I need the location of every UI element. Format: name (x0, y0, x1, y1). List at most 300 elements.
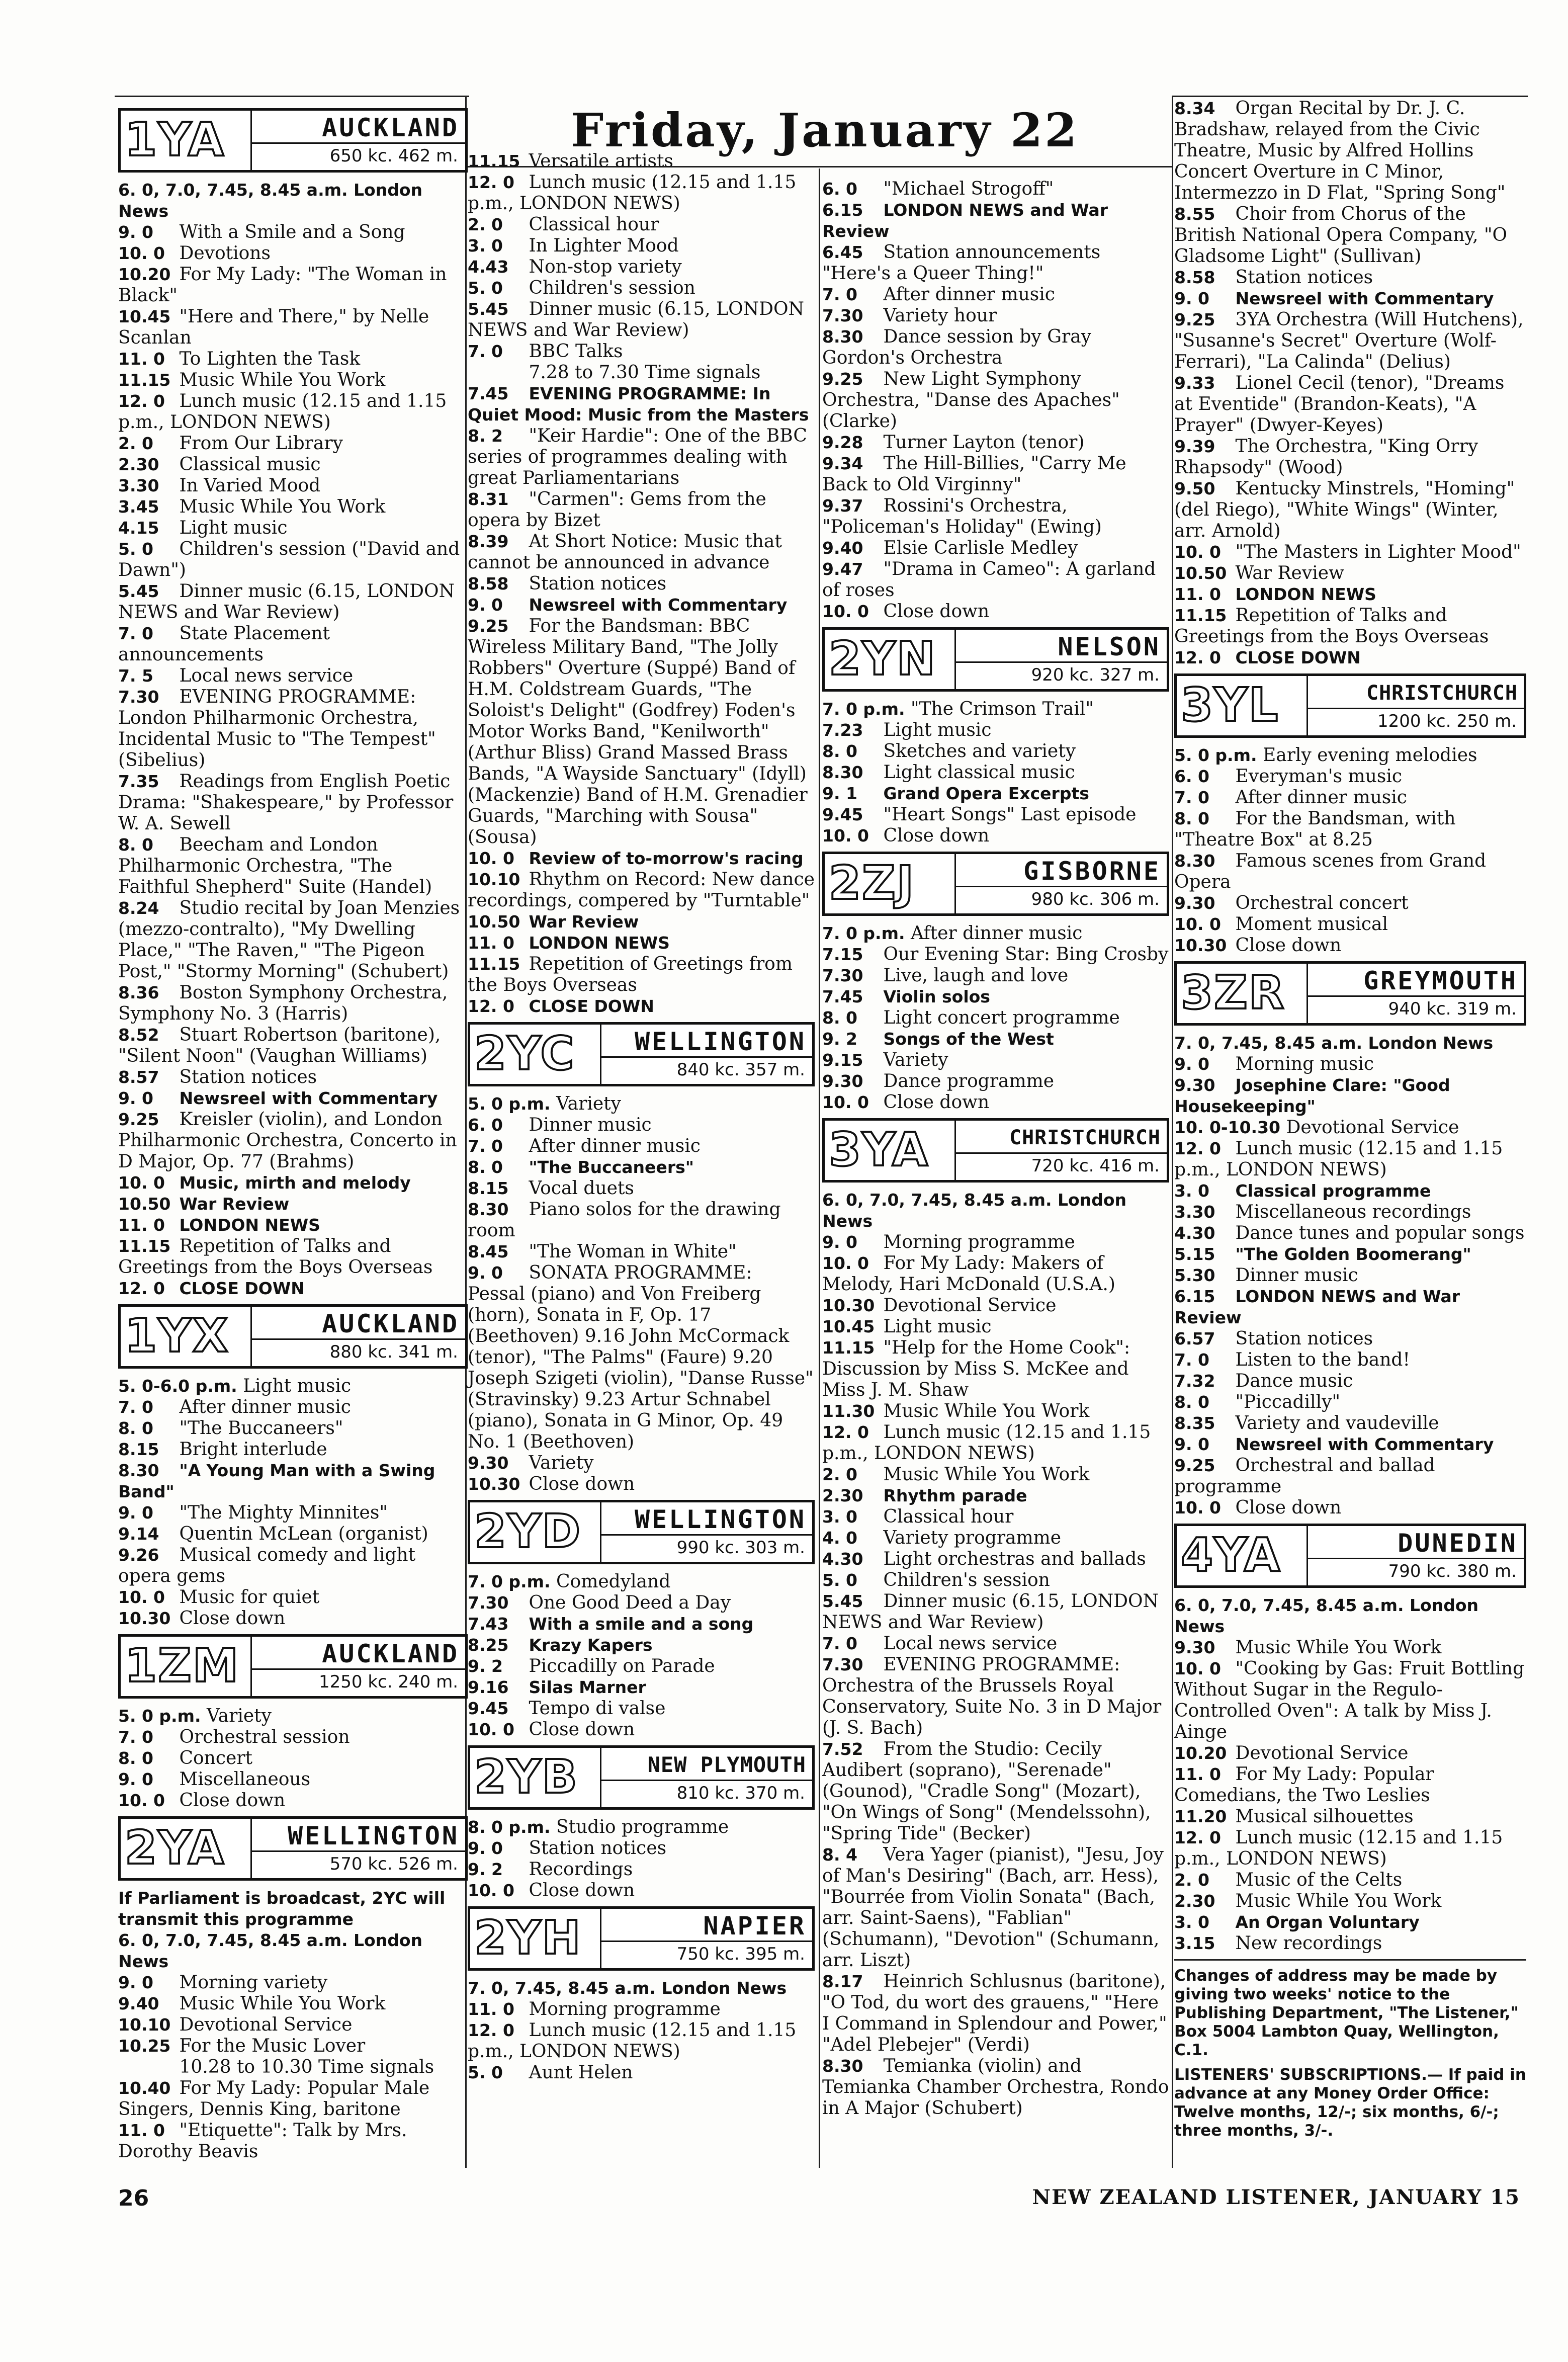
programme-entry (118, 1278, 468, 1299)
programme-time: 8.45 (468, 1242, 509, 1261)
programme-title: Quentin McLean (organist) (179, 1524, 428, 1544)
programme-title: Dance tunes and popular songs (1235, 1223, 1525, 1243)
programme-time: 8.30 (822, 327, 863, 347)
programme-time: 10. 0 (822, 1092, 869, 1112)
programme-title: Rhythm parade (883, 1486, 1027, 1505)
programme-title: Repetition of Greetings from the Boys Overseas (468, 954, 793, 995)
programme-title: Music While You Work (179, 1993, 386, 2014)
programme-entry (822, 720, 1169, 741)
programme-title: Organ Recital by Dr. J. C. Bradshaw, relayed from the Civic Theatre, Music by Alfred Hollins Concert Overture in C Minor, Intermezzo in D Flat, "Spring Song" (1174, 98, 1506, 203)
station-city: AUCKLAND (322, 1309, 459, 1338)
programme-title: Early evening melodies (1262, 745, 1477, 766)
programme-title: London News (1174, 1595, 1478, 1636)
programme-title: Dance programme (883, 1071, 1055, 1091)
programme-time: 9.25 (118, 1110, 159, 1129)
programme-entry (822, 741, 1169, 762)
programme-title: "Drama in Cameo": A garland of roses (822, 559, 1156, 601)
programme-title: For the Music Lover (179, 2036, 366, 2056)
programme-time: 10. 0 (822, 602, 869, 621)
programme-time: 11.15 (118, 1236, 171, 1256)
programme-entry (822, 1591, 1169, 1633)
programme-time: 5. 0 (468, 2063, 503, 2082)
programme-title: Songs of the West (883, 1029, 1054, 1049)
programme-title: Beecham and London Philharmonic Orchestra, "The Faithful Shepherd" Suite (Handel) (118, 834, 432, 897)
station-city: CHRISTCHURCH (1009, 1126, 1161, 1149)
programme-entry (822, 1337, 1169, 1401)
programme-entry (468, 1592, 815, 1614)
programme-title: Boston Symphony Orchestra, Symphony No. 3 (Harris) (118, 982, 448, 1024)
programme-title: London News (661, 1978, 787, 1998)
station-call-sign: 2YA (125, 1821, 225, 1875)
programme-title: After dinner music (883, 284, 1055, 305)
programme-title: SONATA PROGRAMME: Pessal (piano) and Von Freiberg (horn), Sonata in F, Op. 17 (Beethoven) 9.16 John McCormack (tenor), "The Palms" (Faure) 9.20 Joseph Szigeti (violin), "Danse Russe" (Stravinsky) 9.23 Artur Schnabel (piano), Sonata in G Minor, Op. 49 No. 1 (Beethoven) (468, 1262, 814, 1452)
programme-title: Recordings (529, 1859, 633, 1880)
programme-title: Close down (529, 1474, 635, 1494)
programme-title: Piano solos for the drawing room (468, 1199, 781, 1241)
programme-title: London News (822, 1190, 1126, 1231)
programme-entry (822, 1190, 1169, 1232)
programme-time: 8.39 (468, 532, 509, 551)
programme-title: Musical silhouettes (1235, 1806, 1414, 1827)
programme-time: 3.30 (1174, 1202, 1215, 1222)
programme-entry (822, 762, 1169, 783)
programme-time: 11. 0 (468, 1999, 514, 2019)
programme-title: London News (1368, 1033, 1494, 1053)
programme-time: 5. 0-6.0 p.m. (118, 1376, 237, 1396)
programme-title: One Good Deed a Day (529, 1592, 731, 1613)
programme-title: In Varied Mood (179, 475, 321, 496)
programme-time: 8.17 (822, 1972, 863, 1991)
programme-time: 10.30 (822, 1296, 875, 1315)
page-headline: Friday, January 22 (570, 103, 1079, 157)
programme-time: 12. 0 (1174, 1828, 1221, 1847)
programme-entry (1174, 542, 1526, 563)
programme-time: 2. 0 (468, 215, 503, 234)
station-city: NELSON (1058, 632, 1161, 661)
programme-title: LONDON NEWS (529, 933, 670, 953)
programme-time: 10. 0 (118, 1791, 165, 1810)
programme-entry (118, 665, 468, 687)
programme-time: 12. 0 (822, 1422, 869, 1442)
station-header-2yb (468, 1745, 815, 1810)
programme-title: Lunch music (12.15 and 1.15 p.m., LONDON NEWS) (118, 391, 447, 433)
programme-title: "Piccadilly" (1235, 1392, 1341, 1412)
programme-time: 7.30 (822, 306, 863, 325)
programme-title: Dance music (1235, 1371, 1353, 1391)
programme-title: Local news service (179, 665, 354, 686)
programme-entry (1174, 1371, 1526, 1392)
programme-title: Music While You Work (179, 496, 386, 517)
programme-entry (468, 1262, 815, 1453)
programme-time: 10. 0 (1174, 542, 1221, 562)
programme-time: 9. 0 (118, 1973, 153, 1992)
programme-title: Morning programme (883, 1232, 1075, 1252)
programme-time: 12. 0 (468, 996, 514, 1016)
programme-entry (118, 1930, 468, 1972)
programme-time: 10.20 (1174, 1743, 1227, 1763)
programme-entry (1174, 851, 1526, 893)
programme-title: Morning variety (179, 1972, 328, 1993)
programme-title: Orchestral and ballad programme (1174, 1455, 1435, 1497)
programme-entry (118, 1109, 468, 1172)
programme-entry (118, 1418, 468, 1439)
programme-entry (118, 518, 468, 539)
programme-title: Morning programme (529, 1999, 721, 2019)
programme-title: LONDON NEWS and War Review (1174, 1287, 1460, 1327)
programme-entry (468, 1978, 815, 1999)
programme-title: Bright interlude (179, 1439, 327, 1460)
programme-entry (468, 235, 815, 257)
programme-title: To Lighten the Task (179, 349, 361, 369)
notice-rule (1174, 1959, 1526, 1961)
station-frequency: 920 kc. 327 m. (1031, 665, 1160, 685)
programme-title: Stuart Robertson (baritone), "Silent Noon" (Vaughan Williams) (118, 1025, 441, 1066)
programme-list-1yx (118, 1376, 468, 1629)
programme-time: 7.32 (1174, 1371, 1215, 1391)
programme-entry (118, 1790, 468, 1811)
programme-entry (118, 222, 468, 243)
programme-title: "The Mighty Minnites" (179, 1502, 388, 1523)
programme-entry (1174, 1658, 1526, 1743)
programme-time: 7. 0 p.m. (822, 699, 905, 719)
programme-title: CLOSE DOWN (529, 996, 654, 1016)
programme-entry (822, 538, 1169, 559)
programme-entry (822, 1485, 1169, 1506)
programme-entry (468, 911, 815, 933)
programme-entry (1174, 436, 1526, 478)
programme-entry (1174, 1764, 1526, 1806)
programme-title: Vera Yager (pianist), "Jesu, Joy of Man's Desiring" (Bach, arr. Hess), "Bourrée from Violin Sonata" (Bach, arr. Saint-Saens), "Fablian" (Schumann), "Devotion" (Schumann, arr. Liszt) (822, 1844, 1164, 1971)
programme-time: 5.30 (1174, 1266, 1215, 1285)
programme-time: 5. 0 p.m. (468, 1094, 551, 1114)
programme-time: 10.25 (118, 2036, 171, 2056)
programme-time: 10.30 (118, 1609, 171, 1628)
programme-entry (468, 1698, 815, 1719)
programme-entry (822, 1401, 1169, 1422)
programme-entry (468, 1880, 815, 1901)
programme-list-4ya (1174, 1595, 1526, 1954)
programme-time: 9.25 (822, 369, 863, 389)
programme-title: After dinner music (179, 1397, 351, 1417)
programme-entry (468, 426, 815, 489)
programme-time: 6. 0, 7.0, 7.45, 8.45 a.m. (822, 1190, 1052, 1210)
programme-entry (822, 1092, 1169, 1113)
programme-time: 9.40 (822, 538, 863, 558)
programme-title: "Keir Hardie": One of the BBC series of programmes dealing with great Parliamentarians (468, 426, 807, 488)
programme-time: 8. 0 (822, 1008, 857, 1028)
programme-title: In Lighter Mood (529, 235, 679, 256)
programme-entry (822, 699, 1169, 720)
programme-entry (468, 573, 815, 595)
programme-entry (1174, 1138, 1526, 1180)
station-call-sign: 1ZM (125, 1639, 240, 1693)
programme-title: Newsreel with Commentary (179, 1088, 438, 1108)
station-header-3ya (822, 1118, 1169, 1183)
programme-title: Repetition of Talks and Greetings from the Boys Overseas (1174, 605, 1489, 647)
programme-time: 10. 0 (118, 243, 165, 263)
programme-time: 9.25 (1174, 310, 1215, 329)
programme-title: Concert (179, 1748, 252, 1768)
programme-title: Newsreel with Commentary (529, 595, 788, 615)
programme-title: Elsie Carlisle Medley (883, 538, 1078, 558)
programme-time: 10.45 (118, 307, 171, 326)
programme-title: Lionel Cecil (tenor), "Dreams at Eventide" (Brandon-Keats), "A Prayer" (Dwyer-Keyes) (1174, 373, 1505, 436)
programme-entry (468, 278, 815, 299)
programme-title: Close down (1235, 1497, 1342, 1518)
programme-time: 2.30 (822, 1486, 863, 1505)
station-header-4ya (1174, 1524, 1526, 1588)
programme-time: 10.30 (468, 1474, 520, 1494)
station-frequency: 750 kc. 395 m. (676, 1944, 805, 1964)
column-rule-3 (1172, 96, 1173, 2168)
programme-time: 9. 0 (468, 595, 503, 615)
programme-entry (468, 996, 815, 1017)
programme-title: Station notices (529, 573, 667, 594)
programme-time: 7. 0 (822, 285, 857, 304)
programme-time: 5. 0 (822, 1570, 857, 1590)
programme-time: 8. 0 p.m. (468, 1817, 551, 1837)
programme-time: 4. 0 (822, 1528, 857, 1548)
programme-time: 9.33 (1174, 373, 1215, 393)
programme-entry (468, 616, 815, 848)
programme-time: 7.23 (822, 720, 863, 740)
programme-time: 10. 0 (468, 1720, 514, 1739)
programme-title: Live, laugh and love (883, 965, 1069, 986)
programme-entry (822, 986, 1169, 1007)
programme-time: 7. 0 (1174, 1350, 1209, 1370)
programme-entry (468, 1093, 815, 1115)
programme-entry (118, 1587, 468, 1608)
station-frequency: 940 kc. 319 m. (1388, 999, 1517, 1019)
programme-time: 9.45 (468, 1699, 509, 1718)
programme-title: Music While You Work (883, 1464, 1090, 1485)
programme-time: 4.43 (468, 257, 509, 277)
programme-time: 10.50 (1174, 563, 1227, 583)
programme-time: 8.30 (468, 1200, 509, 1219)
programme-time: 10.30 (1174, 936, 1227, 955)
programme-title: Light classical music (883, 762, 1075, 783)
programme-entry (118, 1545, 468, 1587)
programme-title: Lunch music (12.15 and 1.15 p.m., LONDON NEWS) (468, 2020, 797, 2062)
programme-time: 7.45 (468, 384, 509, 403)
programme-entry (468, 257, 815, 278)
programme-title: 7.28 to 7.30 Time signals (529, 362, 761, 383)
programme-time: 9.30 (822, 1071, 863, 1091)
programme-time: 6. 0, 7.0, 7.45, 8.45 a.m. (118, 1930, 348, 1950)
programme-time: 5. 0 p.m. (1174, 745, 1257, 765)
programme-time: 9.25 (1174, 1456, 1215, 1475)
programme-entry (1174, 1392, 1526, 1413)
programme-title: Rhythm on Record: New dance recordings, compered by "Turntable" (468, 869, 815, 911)
programme-time: 7. 0, 7.45, 8.45 a.m. (468, 1978, 656, 1998)
programme-time: 7.30 (118, 687, 159, 707)
programme-title: "The Buccaneers" (179, 1418, 343, 1439)
programme-entry (822, 944, 1169, 965)
programme-entry (118, 1993, 468, 2014)
programme-time: 12. 0 (1174, 1139, 1221, 1158)
programme-entry (1174, 204, 1526, 267)
station-city: CHRISTCHURCH (1366, 682, 1518, 705)
programme-time: 7. 0 (468, 342, 503, 361)
programme-entry (118, 1236, 468, 1278)
station-header-1zm (118, 1634, 468, 1699)
programme-time: 9.40 (118, 1994, 159, 2013)
station-call-sign: 3YL (1181, 678, 1279, 732)
programme-entry (468, 1178, 815, 1199)
programme-title: Sketches and variety (883, 741, 1076, 762)
programme-title: Devotional Service (179, 2014, 353, 2035)
station-call-sign: 3YA (829, 1123, 929, 1176)
programme-title: "Etiquette": Talk by Mrs. Dorothy Beavis (118, 2120, 407, 2162)
station-header-1ya (118, 108, 468, 173)
programme-entry (468, 341, 815, 362)
programme-time: 8. 0 (822, 741, 857, 761)
programme-time: 10. 0 (468, 849, 514, 868)
programme-title: For My Lady: Popular Comedians, the Two Leslies (1174, 1764, 1434, 1806)
programme-title: Lunch music (12.15 and 1.15 p.m., LONDON NEWS) (468, 172, 797, 214)
programme-entry (118, 2057, 468, 2078)
programme-time: 6. 0, 7.0, 7.45, 8.45 a.m. (118, 180, 348, 200)
programme-entry (468, 1838, 815, 1859)
programme-entry (468, 1999, 815, 2020)
programme-time: 8. 0 (1174, 809, 1209, 828)
programme-entry (822, 923, 1169, 944)
programme-time: 7.30 (468, 1593, 509, 1613)
programme-time: 10. 0 (822, 1253, 869, 1273)
programme-time: 3.45 (118, 497, 159, 517)
programme-title: Kentucky Minstrels, "Homing" (del Riego), "White Wings" (Winter, arr. Arnold) (1174, 478, 1515, 541)
programme-entry (118, 1460, 468, 1502)
programme-time: 5.45 (118, 581, 159, 601)
programme-time: 2. 0 (118, 434, 153, 453)
programme-title: "Cooking by Gas: Fruit Bottling Without Sugar in the Regulo-Controlled Oven": A talk by Miss J. Ainge (1174, 1658, 1525, 1742)
programme-entry (822, 179, 1169, 200)
programme-entry (118, 306, 468, 349)
programme-time: 8.36 (118, 983, 159, 1002)
programme-time: 11.15 (468, 954, 520, 974)
programme-title: LONDON NEWS (179, 1215, 320, 1235)
programme-entry (468, 1635, 815, 1656)
programme-title: Tempo di valse (529, 1698, 666, 1719)
programme-entry (468, 954, 815, 996)
programme-time: 6. 0, 7.0, 7.45, 8.45 a.m. (1174, 1595, 1404, 1615)
programme-time: 10. 0 (1174, 1659, 1221, 1678)
programme-title: Famous scenes from Grand Opera (1174, 851, 1487, 892)
programme-entry (118, 370, 468, 391)
programme-time: 10. 0-10.30 (1174, 1118, 1280, 1137)
programme-title: Music While You Work (883, 1401, 1090, 1421)
programme-title: Josephine Clare: "Good Housekeeping" (1174, 1075, 1450, 1116)
programme-title: Readings from English Poetic Drama: "Shakespeare," by Professor W. A. Sewell (118, 771, 454, 834)
programme-title: Violin solos (883, 987, 990, 1006)
programme-entry (118, 180, 468, 222)
programme-title: Children's session (883, 1570, 1050, 1590)
programme-entry (1174, 1413, 1526, 1434)
programme-time: 10.40 (118, 2078, 171, 2098)
station-frequency: 1200 kc. 250 m. (1377, 711, 1517, 731)
programme-entry (1174, 1117, 1526, 1138)
programme-entry (468, 1656, 815, 1677)
programme-entry (1174, 1180, 1526, 1202)
programme-entry (118, 1172, 468, 1194)
station-frequency: 980 kc. 306 m. (1031, 889, 1160, 909)
programme-title: Variety (529, 1453, 594, 1473)
programme-time: 10.45 (822, 1317, 875, 1336)
programme-time: 12. 0 (118, 1279, 165, 1298)
programme-entry (1174, 1286, 1526, 1328)
programme-list-3ya-continued (1174, 98, 1526, 668)
programme-time: 12. 0 (468, 2020, 514, 2040)
programme-list-2yh-continued (822, 179, 1169, 622)
programme-entry (822, 1654, 1169, 1739)
station-call-sign: 4YA (1181, 1528, 1281, 1582)
programme-title: After dinner music (910, 923, 1083, 944)
programme-entry (468, 2020, 815, 2062)
programme-time: 10. 0 (822, 826, 869, 846)
programme-title: Dinner music (6.15, LONDON NEWS and War Review) (468, 299, 804, 341)
programme-title: Miscellaneous (179, 1769, 311, 1790)
programme-time: 11. 0 (118, 2121, 165, 2140)
programme-entry (118, 243, 468, 264)
column-1 (118, 103, 468, 2162)
programme-time: 10. 0 (118, 1587, 165, 1607)
programme-title: At Short Notice: Music that cannot be announced in advance (468, 531, 782, 573)
programme-entry (118, 433, 468, 454)
programme-time: 8.34 (1174, 99, 1215, 118)
station-city: WELLINGTON (287, 1821, 459, 1850)
programme-entry (822, 305, 1169, 326)
programme-entry (118, 1215, 468, 1236)
programme-entry (1174, 1223, 1526, 1244)
programme-time: 7. 0 p.m. (822, 923, 905, 943)
station-call-sign: 2YN (829, 632, 936, 686)
programme-entry (468, 2062, 815, 2083)
station-call-sign: 2ZJ (829, 856, 915, 910)
programme-time: 9. 0 (822, 1232, 857, 1252)
programme-time: 9. 2 (468, 1656, 503, 1676)
programme-entry (468, 531, 815, 573)
programme-time: 9.15 (822, 1050, 863, 1070)
programme-title: Variety and vaudeville (1235, 1413, 1439, 1433)
programme-title: Everyman's music (1235, 766, 1402, 787)
programme-title: Vocal duets (529, 1178, 634, 1199)
programme-entry (118, 623, 468, 665)
programme-list-3ya (822, 1190, 1169, 2119)
programme-entry (118, 475, 468, 496)
programme-time: 9. 2 (468, 1860, 503, 1879)
programme-list-2ya-continued (468, 151, 815, 1017)
programme-list-2zj (822, 923, 1169, 1113)
programme-title: After dinner music (529, 1136, 701, 1156)
programme-time: 9.30 (1174, 1075, 1215, 1095)
programme-time: 8. 0 (118, 1418, 153, 1438)
programme-time: 3. 0 (468, 236, 503, 256)
programme-time: 7.30 (822, 966, 863, 985)
programme-time: 9.30 (468, 1453, 509, 1473)
programme-time: 5.15 (1174, 1244, 1215, 1264)
programme-time: 10.10 (118, 2015, 171, 2035)
programme-entry (118, 1769, 468, 1790)
programme-entry (468, 1817, 815, 1838)
programme-time: 8.30 (822, 763, 863, 782)
programme-time: 5.45 (822, 1591, 863, 1611)
programme-time: 7. 0 (468, 1136, 503, 1156)
programme-entry (822, 1253, 1169, 1295)
programme-time: 7. 0 (822, 1634, 857, 1653)
programme-time: 3. 0 (822, 1507, 857, 1527)
programme-time: 11. 0 (1174, 1764, 1221, 1784)
programme-title: CLOSE DOWN (179, 1279, 305, 1298)
